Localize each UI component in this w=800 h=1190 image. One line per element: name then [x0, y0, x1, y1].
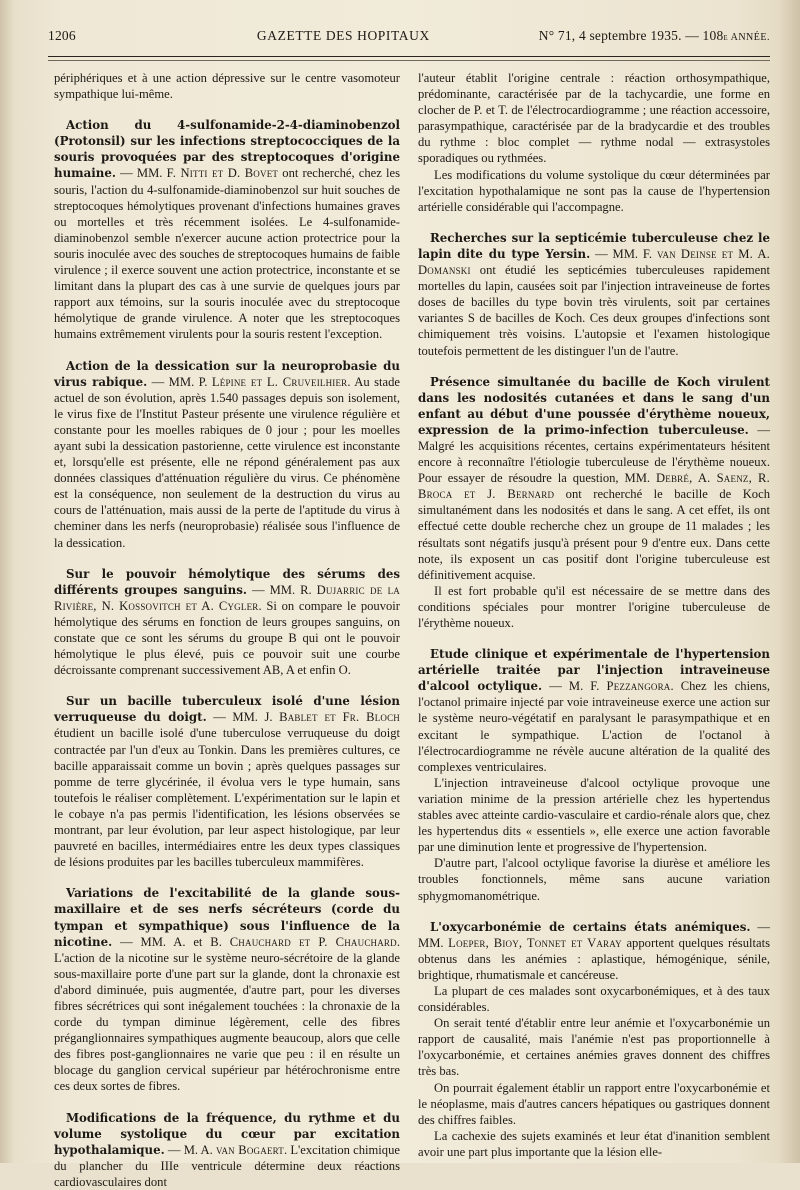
article-paragraph — [418, 374, 770, 583]
article-authors: Loeper, Bioy, Tonnet et Varay — [448, 935, 622, 950]
article-body: apportent quelques résultats obtenus dans les anémies : aplastique, hémogénique, sénile, brightique, rhumatismale et cancéreuse. — [418, 935, 770, 982]
header-rule-thin — [48, 60, 770, 61]
article-authors: Chauchard et P. Chauchard — [229, 934, 397, 949]
article-title: Sur un bacille tuberculeux isolé d'une lésion verruqueuse du doigt. — [54, 694, 400, 725]
article-lead: — MM. R. — [247, 582, 317, 597]
article-title: Variations de l'excitabilité de la glande sous-maxillaire et de ses nerfs sécréteurs (corde du tympan et sympathique) sous l'influence de la nicotine. — [54, 886, 400, 949]
article-authors: Dujarric de la Rivière, N. Kossovitch et A. Cygler — [54, 582, 400, 613]
article-paragraph — [54, 885, 400, 1094]
article-authors: Bablet et Fr. Bloch — [279, 710, 400, 725]
article — [54, 1110, 400, 1190]
right-column-intro: Les modifications du volume systolique du cœur déterminées par l'excitation hypothalamique ne sont pas la cause de l'hypertension artérielle considérable qui l'accompagne. — [418, 167, 770, 214]
issue-info — [539, 28, 770, 44]
right-column — [418, 70, 771, 1159]
article-title: Action de la dessication sur la neuroprobasie du virus rabique. — [54, 358, 400, 389]
article-body: ont recherché, chez les souris, l'action du 4-sulfonamide-diaminobenzol sur huit souches de streptocoques hémolytiques provenant d'infections humaines graves ou mortelles et très récemment isolées. Le 4-sulfonamide-diaminobenzol semble n'exercer aucune action protectrice pour la souris inoculée avec des souches de streptocoques humains de faible virulence ; il exerce souvent une action protectrice, inconstante et se limitant dans la plupart des cas à une survie de quelques jours par rapport aux témoins, sur la souris inoculée avec du streptocoque hémolytique de grande virulence. A noter que les streptocoques humains extrêmement virulents pour la souris restent l'exception. — [54, 166, 400, 342]
article-lead: — MM. P. — [147, 374, 212, 389]
article-paragraph: On serait tenté d'établir entre leur anémie et l'oxycarbonémie un rapport de causalité, mais l'anémie n'est pas proportionnelle à l'oxycarbonémie, et certaines anémies graves donnent des chiffres très bas. — [418, 1016, 770, 1079]
article-lead: — MM. — [418, 919, 770, 950]
article — [54, 358, 400, 551]
article-body: . L'action de la nicotine sur le système neuro-sécrétoire de la glande sous-maxillaire porte d'une part sur la glande, dont la chronaxie est d'abord diminuée, puis augmentée, d'autre part, pour les diverses fibres sécrétrices qui sont inégalement touchées : la chronaxie de la corde du tympan diminue légèrement, celle des fibres préganglionnaires sympathiques augmente beaucoup, alors que celle des fibres post-ganglionnaires ne varie que peu : il en résulte un blocage du ganglion cervical supérieur par hétérochronisme entre ces deux sortes de fibres. — [54, 934, 400, 1094]
article-body: ont recherché le bacille de Koch simultanément dans les nodosités et dans le sang. A cet effet, ils ont effectué cette double recherche chez un groupe de 11 malades ; les résultats sont négatifs jusqu'à présent pour 9 d'entre eux. Dans cette note, ils exposent un cas positif dont l'origine tuberculeuse est définitivement acquise. — [418, 487, 770, 582]
article-paragraph — [418, 230, 770, 359]
article — [54, 693, 400, 870]
page-number: 1206 — [48, 28, 76, 43]
article-paragraph: Il est fort probable qu'il est nécessaire de se mettre dans des conditions spéciales pour montrer l'origine tuberculeuse de l'érythème noueux. — [418, 583, 770, 630]
article-lead: — MM. J. — [206, 710, 280, 725]
article-title: Modifications de la fréquence, du rythme et du volume systolique du cœur par excitation hypothalamique. — [54, 1110, 400, 1157]
article-body: . L'excitation chimique du plancher du IIIe ventricule détermine deux réactions cardiovasculaires dont — [54, 1142, 400, 1189]
article-body: ont étudié les septicémies tuberculeuses rapidement mortelles du lapin, causées soit par l'injection intraveineuse de fortes doses de bacilles du type bovin très virulents, soit par certaines variantes S de bacilles de Koch. Ces deux groupes d'infections sont chimiquement très voisins. L'autopsie et l'examen histologique toutefois permettent de les distinguer l'un de l'autre. — [418, 263, 770, 358]
article-authors: F. Nitti et D. Bovet — [166, 166, 279, 181]
article-body: étudient un bacille isolé d'une tuberculose verruqueuse du doigt contractée par l'un d'eux au Tonkin. Dans les premières cultures, ce bacille apparaissait comme un bovin ; après quelques passages sur pomme de terre glycérinée, il évolua vers le type humain, sans toutefois le réaliser complètement. L'expérimentation sur le lapin et le cobaye n'a pas permis l'identification, les lésions observées se montrant, par leur évolution, par leur aspect histologique, par leur pauvreté en bacilles, intermédiaires entre les deux types classiques de lésions produites par les bacilles tuberculeux mammifères. — [54, 726, 400, 870]
article-lead: — MM. — [115, 166, 167, 181]
article-title: Présence simultanée du bacille de Koch virulent dans les nodosités cutanées et dans le sang d'un enfant au début d'une poussée d'érythème noueux, expression de la primo-infection tuberculeuse. — [418, 374, 770, 437]
article-lead: — Malgré les acquisitions récentes, certains expérimentateurs hésitent encore à reconnaître l'étiologie tuberculeuse de l'érythème noueux. Pour essayer de résoudre la question, MM. — [418, 422, 770, 486]
article-authors: Pezzangora — [606, 679, 671, 694]
page-gutter-shadow — [778, 0, 800, 1163]
article-paragraph — [54, 693, 400, 870]
article-title: Etude clinique et expérimentale de l'hypertension artérielle traitée par l'injection intraveineuse d'alcool octylique. — [418, 647, 770, 694]
article-paragraph: La plupart de ces malades sont oxycarbonémiques, et à des taux considérables. — [418, 983, 770, 1015]
article — [54, 885, 400, 1094]
left-column — [54, 70, 400, 1189]
article-paragraph — [54, 566, 400, 679]
article-lead: — M. F. — [542, 679, 607, 694]
article-authors: Debré, A. Saenz, R. Broca et J. Bernard — [418, 471, 770, 502]
journal-title: GAZETTE DES HOPITAUX — [256, 28, 430, 43]
article-body: . Au stade actuel de son évolution, après 1.540 passages depuis son isolement, le virus fixe de l'Institut Pasteur présente une virulence régulière et constante pour les moelles rabiques de 0 jour ; pour les moelles ayant subi la dessication pastorienne, cette virulence est inconstante et, lorsqu'elle est présente, elle ne répond généralement pas aux données classiques d'atténuation régulière du virus. Ce phénomène est la conséquence, non seulement de la destruction du virus au cours de l'atténuation, mais aussi de la perte de l'aptitude du virus à cheminer dans les nerfs (neuroprobasie) réalisée sous l'influence de la dessication. — [54, 374, 400, 550]
article-paragraph: On pourrait également établir un rapport entre l'oxycarbonémie et le néoplasme, mais d'autres cancers hépatiques ou gastriques donnent des chiffres faibles. — [418, 1080, 770, 1127]
article-paragraph — [418, 919, 770, 983]
article-authors: van Bogaert — [215, 1142, 285, 1157]
article-lead: — MM. F. — [590, 246, 657, 261]
article — [418, 919, 770, 1160]
issue-year-suffix: e ANNÉE. — [723, 32, 770, 43]
article-paragraph: La cachexie des sujets examinés et leur état d'inanition semblent avoir une part plus importante que la lésion elle- — [418, 1128, 770, 1159]
article-authors: van Deinse et M. A. Domanski — [418, 246, 770, 278]
article-authors: Lépine et L. Cruveilhier — [211, 374, 348, 389]
left-column-intro: périphériques et à une action dépressive sur le centre vasomoteur sympathique lui-même. — [54, 71, 400, 102]
article-title: Sur le pouvoir hémolytique des sérums des différents groupes sanguins. — [54, 566, 400, 597]
article-title: Action du 4-sulfonamide-2-4-diaminobenzol (Protonsil) sur les infections streptococciques de la souris provoquées par des streptocoques d'origine humaine. — [54, 118, 400, 181]
article-body: . Chez les chiens, l'octanol primaire injecté par voie intraveineuse exerce une action sur le système neuro-végétatif en paralysant le parasympathique et en excitant le sympathique. L'action de l'octanol à l'électrocardiogramme ne révèle aucune altération de la qualité des complexes ventriculaires. — [418, 679, 771, 774]
header-rule — [48, 56, 770, 57]
issue-date: N° 71, 4 septembre 1935. — 108 — [538, 28, 724, 43]
article-paragraph: L'injection intraveineuse d'alcool octylique provoque une variation minime de la pression artérielle chez les hypertendus stables avec atteinte cardio-vasculaire et cardio-rénale alors que, chez les hypertendus dits « essentiels », elle exerce une action favorable par une diminution lente et progressive de l'hypertension. — [418, 775, 770, 855]
article — [54, 117, 400, 342]
article — [54, 566, 400, 679]
article-paragraph — [54, 1110, 400, 1190]
running-header — [48, 28, 770, 54]
article — [418, 374, 770, 632]
article-title: L'oxycarbonémie de certains états anémiques. — [430, 919, 751, 934]
article-paragraph — [418, 646, 770, 775]
article — [418, 646, 770, 904]
article-paragraph — [54, 117, 400, 342]
article-title: Recherches sur la septicémie tuberculeuse chez le lapin dite du type Yersin. — [418, 230, 770, 261]
article-lead: — MM. A. et B. — [112, 934, 230, 949]
article-paragraph: D'autre part, l'alcool octylique favorise la diurèse et améliore les troubles fonctionnels, même sans aucune variation sphygmomanométrique. — [418, 856, 770, 903]
article-lead: — M. A. — [164, 1142, 216, 1157]
article — [418, 230, 770, 359]
page-edge-shadow — [0, 0, 14, 1163]
right-column-intro: l'auteur établit l'origine centrale : réaction orthosympathique, prédominante, caractérisée par de la tachycardie, une forme en clocher de P. et T. de l'électrocardiogramme ; une réaction accessoire, parasympathique, caractérisée par de la bradycardie et des troubles du rythme : bloc complet — rythme nodal — extrasystoles sporadiques ou rythmées. — [418, 71, 770, 166]
article-body: . Si on compare le pouvoir hémolytique des sérums en fonction de leurs groupes sanguins, on constate que ce sont les sérums du groupe B qui ont le pouvoir hémolytique le plus élevé, puis ce pouvoir suit une courbe décroissante comprenant successivement AB, A et enfin O. — [54, 598, 400, 678]
article-paragraph — [54, 358, 400, 551]
